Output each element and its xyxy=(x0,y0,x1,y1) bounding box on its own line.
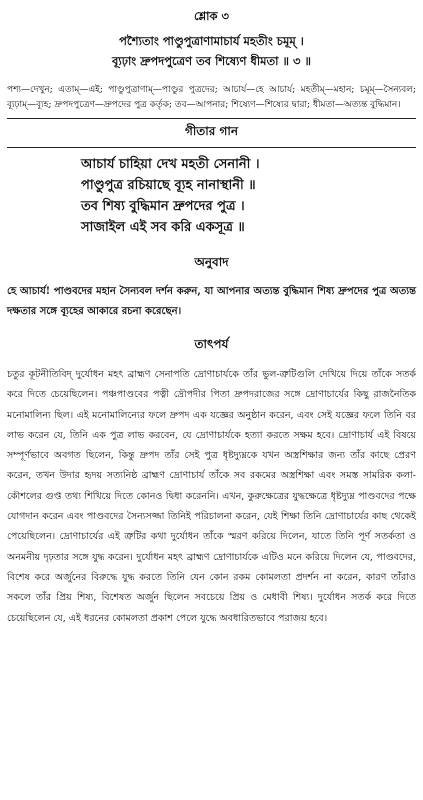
song-top-rule xyxy=(7,118,416,119)
translation-text: হে আচার্য! পাণ্ডবদের মহান সৈন্যবল দর্শন করুন, যা আপনার অত্যন্ত বুদ্ধিমান শিষ্য দ্রুপদের পুত্র অত্যন্ত দক্ষতার সঙ্গে ব্যূহের আকারে রচনা করেছেন। xyxy=(7,286,416,317)
song-title: গীতার গান xyxy=(184,124,239,138)
synonyms-text: পশ্য—দেখুন; এতাম্‌—এই; পাণ্ডুপুত্রাণাম্‌—পাণ্ডুর পুত্রদের; আচার্য—হে আচার্য; মহতীম্‌—মহান; চমূম্‌—সৈন্যবল; ব্যূঢ়াম্‌—ব্যূহ; দ্রুপদপুত্রেণ—দ্রুপদের পুত্র কর্তৃক; তব—আপনার; শিষ্যেণ—শিষ্যের দ্বারা; ধীমতা—অত্যন্ত বুদ্ধিমান। xyxy=(7,85,416,110)
sloka-heading: শ্লোক ৩ xyxy=(193,9,230,23)
song-lines xyxy=(81,154,416,238)
song-line-2: পাণ্ডুপুত্র রচিয়াছে ব্যূহ নানাস্থানী ॥ xyxy=(81,178,256,193)
verse-line-2: ব্যূঢ়াং দ্রুপদপুত্রেণ তব শিষ্যেণ ধীমতা ॥ ৩ ॥ xyxy=(111,54,312,68)
song-line-3: তব শিষ্য বুদ্ধিমান দ্রুপদের পুত্র । xyxy=(81,199,245,214)
translation-title: অনুবাদ xyxy=(194,255,229,269)
song-section xyxy=(7,118,416,238)
verse-line-1: পশ্যৈতাং পাণ্ডুপুত্রাণামাচার্য মহতীং চমূম্‌ । xyxy=(119,34,304,48)
song-line-1: আচার্য চাহিয়া দেখ মহতী সেনানী । xyxy=(81,157,260,172)
song-line-4: সাজাইল এই সব করি একসূত্র ॥ xyxy=(81,220,245,235)
purport-text: চতুর কূটনীতিবিদ্‌ দুর্যোধন মহৎ ব্রাহ্মণ সেনাপতি দ্রোণাচার্যকে তাঁর ভুল-ত্রুটিগুলি দেখিয়ে দিয়ে তাঁকে সতর্ক করে দিতে চেয়েছিলেন। পঞ্চপাণ্ডবের পত্নী দ্রৌপদীর পিতা দ্রুপদরাজের সঙ্গে দ্রোণাচার্যের কিছু রাজনৈতিক মনোমালিন্য ছিল। এই মনোমালিন্যের ফলে দ্রুপদ এক যজ্ঞের অনুষ্ঠান করেন, এবং সেই যজ্ঞের ফলে তিনি বর লাভ করেন যে, তিনি এক পুত্র লাভ করবেন, যে দ্রোণাচার্যকে হত্যা করতে সক্ষম হবে। দ্রোণাচার্য এই বিষয়ে সম্পূর্ণভাবে অবগত ছিলেন, কিন্তু দ্রুপদ তাঁর সেই পুত্র ধৃষ্টদ্যুম্নকে যখন অস্ত্রশিক্ষার জন্য তাঁর কাছে প্রেরণ করেন, তখন উদার হৃদয় সত্যনিষ্ঠ ব্রাহ্মণ দ্রোণাচার্য তাঁকে সব রকমের অস্ত্রশিক্ষা এবং সমস্ত সামরিক কলা-কৌশলের গুপ্ত তথ্য শিখিয়ে দিতে কোনও দ্বিধা করেননি। এখন, কুরুক্ষেত্রের যুদ্ধক্ষেত্রে ধৃষ্টদ্যুম্ন পাণ্ডবদের পক্ষে যোগদান করেন এবং পাণ্ডবদের সৈন্যসজ্জা তিনিই পরিচালনা করেন, যেই শিক্ষা তিনি দ্রোণাচার্যের কাছ থেকেই পেয়েছিলেন। দ্রোণাচার্যের এই ত্রুটির কথা দুর্যোধন তাঁকে স্মরণ করিয়ে দিলেন, যাতে তিনি পূর্ণ সতর্কতা ও অনমনীয় দৃঢ়তার সঙ্গে যুদ্ধ করেন। দুর্যোধন মহৎ ব্রাহ্মণ দ্রোণাচার্যকে এটিও মনে করিয়ে দিলেন যে, পাণ্ডবদের, বিশেষ করে অর্জুনের বিরুদ্ধে যুদ্ধ করতে তিনি যেন কোন রকম কোমলতা প্রদর্শন না করেন, কারণ তাঁরাও সকলে তাঁর প্রিয় শিষ্য, বিশেষত অর্জুন ছিলেন সবচেয়ে প্রিয় ও মেধাবী শিষ্য। দুর্যোধন সতর্ক করে দিতে চেয়েছিলেন যে, এই ধরনের কোমলতা প্রকাশ পেলে যুদ্ধে অবধারিতভাবে পরাজয় হবে। xyxy=(7,369,416,624)
song-bottom-rule xyxy=(7,147,416,148)
sloka-verse xyxy=(7,31,416,71)
purport-title: তাৎপর্য xyxy=(194,337,229,351)
